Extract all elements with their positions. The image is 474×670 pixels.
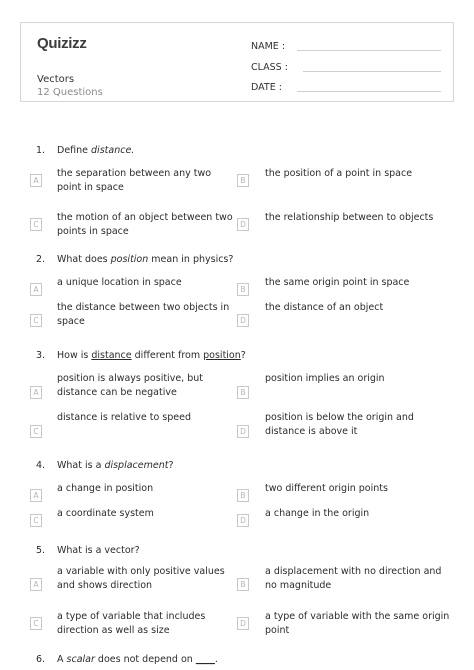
option-letter-box[interactable]: B [237,489,249,502]
question-text: What is a displacement? [57,460,174,471]
question-number: 4. [36,460,46,471]
question-number: 6. [36,654,46,665]
option-text: the position of a point in space [265,168,413,179]
option-letter-box[interactable]: C [30,617,42,630]
option-text: a change in position [57,483,154,494]
worksheet-header [20,22,454,102]
option-letter-box[interactable]: D [237,425,249,438]
worksheet-title: Vectors [37,74,75,85]
question-text: Define distance. [57,145,135,156]
option-text: position implies an origin [265,373,385,384]
question-number: 5. [36,545,46,556]
option-text: two different origin points [265,483,388,494]
option-letter-box[interactable]: C [30,425,42,438]
name-label: NAME : [251,41,286,52]
date-label: DATE : [251,82,282,93]
name-field[interactable] [251,41,441,52]
option-text: the same origin point in space [265,277,410,288]
option-letter-box[interactable]: B [237,386,249,399]
question-text: A scalar does not depend on ____. [57,654,218,665]
option-letter-box[interactable]: C [30,218,42,231]
option-text: a change in the origin [265,508,370,519]
option-text: a variable with only positive values and shows direction [57,566,225,591]
question-number: 3. [36,350,46,361]
question-text: How is distance different from position? [57,350,246,361]
class-label: CLASS : [251,62,288,73]
option-letter-box[interactable]: D [237,218,249,231]
option-letter-box[interactable]: B [237,283,249,296]
quizizz-logo: Quizizz [37,35,87,52]
option-text: a coordinate system [57,508,154,519]
option-text: a displacement with no direction and no magnitude [265,566,442,591]
option-text: position is always positive, but distance can be negative [57,373,203,398]
option-letter-box[interactable]: D [237,314,249,327]
option-letter-box[interactable]: C [30,314,42,327]
name-line[interactable] [297,50,441,51]
option-text: the relationship between to objects [265,212,434,223]
option-letter-box[interactable]: D [237,617,249,630]
question-number: 2. [36,254,46,265]
option-letter-box[interactable]: C [30,514,42,527]
option-letter-box[interactable]: A [30,578,42,591]
option-text: the motion of an object between two points in space [57,212,233,237]
option-letter-box[interactable]: A [30,283,42,296]
option-text: a type of variable that includes direction as well as size [57,611,206,636]
option-letter-box[interactable]: A [30,386,42,399]
option-text: a type of variable with the same origin point [265,611,450,636]
class-field[interactable] [251,62,441,73]
option-text: a unique location in space [57,277,182,288]
question-number: 1. [36,145,46,156]
date-line[interactable] [297,91,441,92]
option-text: the distance of an object [265,302,384,313]
option-text: position is below the origin and distance is above it [265,412,414,437]
option-letter-box[interactable]: D [237,514,249,527]
option-letter-box[interactable]: A [30,174,42,187]
option-text: distance is relative to speed [57,412,191,423]
question-text: What does position mean in physics? [57,254,234,265]
option-letter-box[interactable]: B [237,578,249,591]
class-line[interactable] [303,71,441,72]
option-letter-box[interactable]: B [237,174,249,187]
date-field[interactable] [251,82,441,93]
option-letter-box[interactable]: A [30,489,42,502]
option-text: the separation between any two point in space [57,168,212,193]
question-text: What is a vector? [57,545,140,556]
worksheet-question-count: 12 Questions [37,87,103,98]
option-text: the distance between two objects in space [57,302,230,327]
